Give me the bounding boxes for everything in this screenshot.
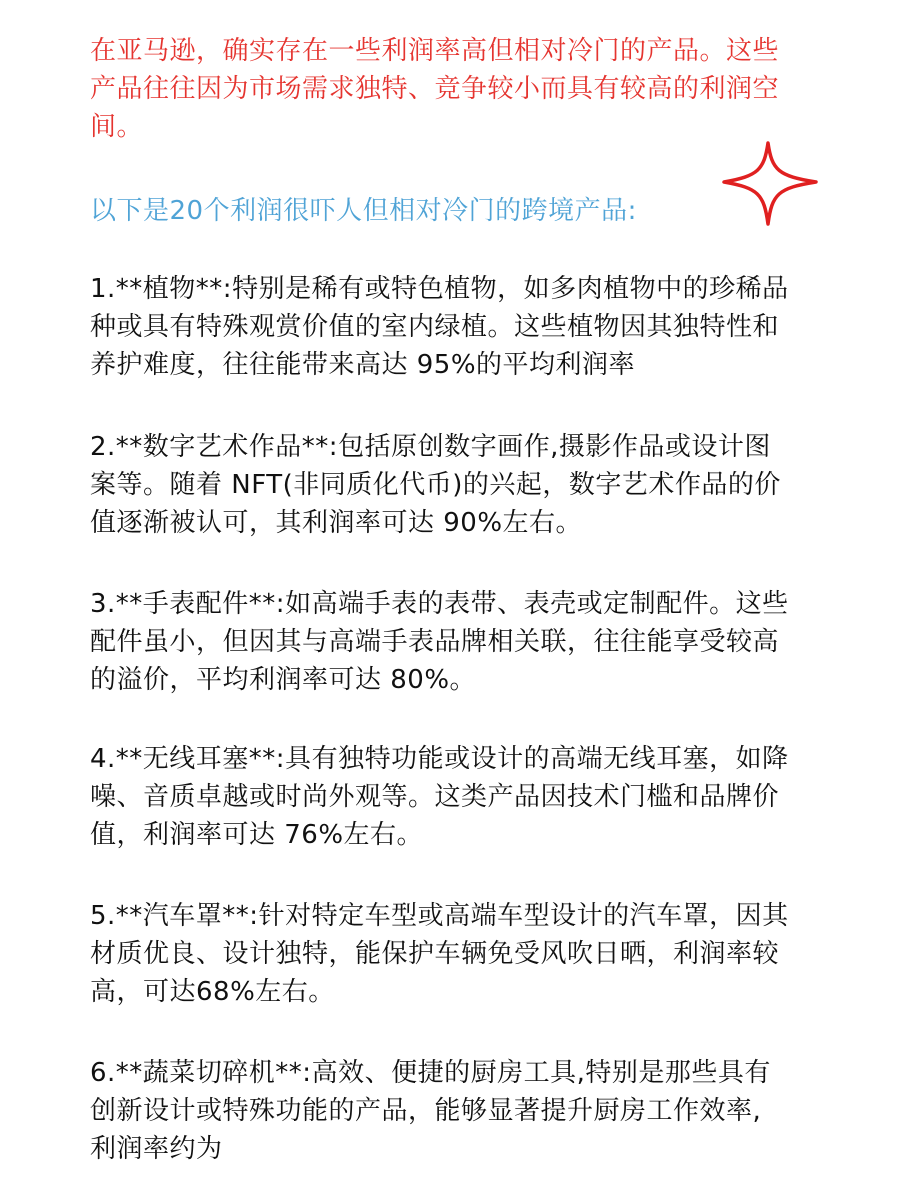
list-item [90, 585, 820, 699]
list-item-line: 养护难度，往往能带来高达 95%的平均利润率 [90, 350, 636, 380]
intro-paragraph [90, 32, 820, 146]
intro-line: 产品往往因为市场需求独特、竞争较小而具有较高的利润空 [90, 74, 780, 104]
list-item-line: 噪、音质卓越或时尚外观等。这类产品因技术门槛和品牌价 [90, 782, 780, 812]
list-item-line: 1.**植物**:特别是稀有或特色植物，如多肉植物中的珍稀品 [90, 274, 789, 304]
intro-line: 间。 [90, 112, 144, 142]
list-item [90, 740, 820, 854]
list-heading-text: 以下是20个利润很吓人但相对冷门的跨境产品: [90, 196, 637, 226]
list-heading [90, 192, 820, 230]
list-item-line: 种或具有特殊观赏价值的室内绿植。这些植物因其独特性和 [90, 312, 780, 342]
list-item-line: 案等。随着 NFT(非同质化代币)的兴起，数字艺术作品的价 [90, 470, 781, 500]
list-item-line: 高，可达68%左右。 [90, 977, 335, 1007]
list-item [90, 428, 820, 542]
list-item [90, 270, 820, 384]
list-item-line: 4.**无线耳塞**:具有独特功能或设计的高端无线耳塞，如降 [90, 744, 789, 774]
list-item-line: 创新设计或特殊功能的产品，能够显著提升厨房工作效率, [90, 1096, 762, 1126]
list-item-line: 2.**数字艺术作品**:包括原创数字画作,摄影作品或设计图 [90, 432, 771, 462]
list-item-line: 5.**汽车罩**:针对特定车型或高端车型设计的汽车罩，因其 [90, 901, 789, 931]
intro-line: 在亚马逊，确实存在一些利润率高但相对冷门的产品。这些 [90, 36, 780, 66]
list-item-line: 值逐渐被认可，其利润率可达 90%左右。 [90, 508, 583, 538]
list-item-line: 利润率约为 [90, 1134, 223, 1164]
list-item [90, 1054, 820, 1168]
list-item-line: 的溢价，平均利润率可达 80%。 [90, 665, 477, 695]
four-point-star-icon [722, 140, 818, 228]
list-item-line: 配件虽小，但因其与高端手表品牌相关联，往往能享受较高 [90, 627, 780, 657]
list-item-line: 值，利润率可达 76%左右。 [90, 820, 424, 850]
list-item [90, 897, 820, 1011]
list-item-line: 材质优良、设计独特，能保护车辆免受风吹日晒，利润率较 [90, 939, 780, 969]
list-item-line: 6.**蔬菜切碎机**:高效、便捷的厨房工具,特别是那些具有 [90, 1058, 771, 1088]
list-item-line: 3.**手表配件**:如高端手表的表带、表壳或定制配件。这些 [90, 589, 789, 619]
